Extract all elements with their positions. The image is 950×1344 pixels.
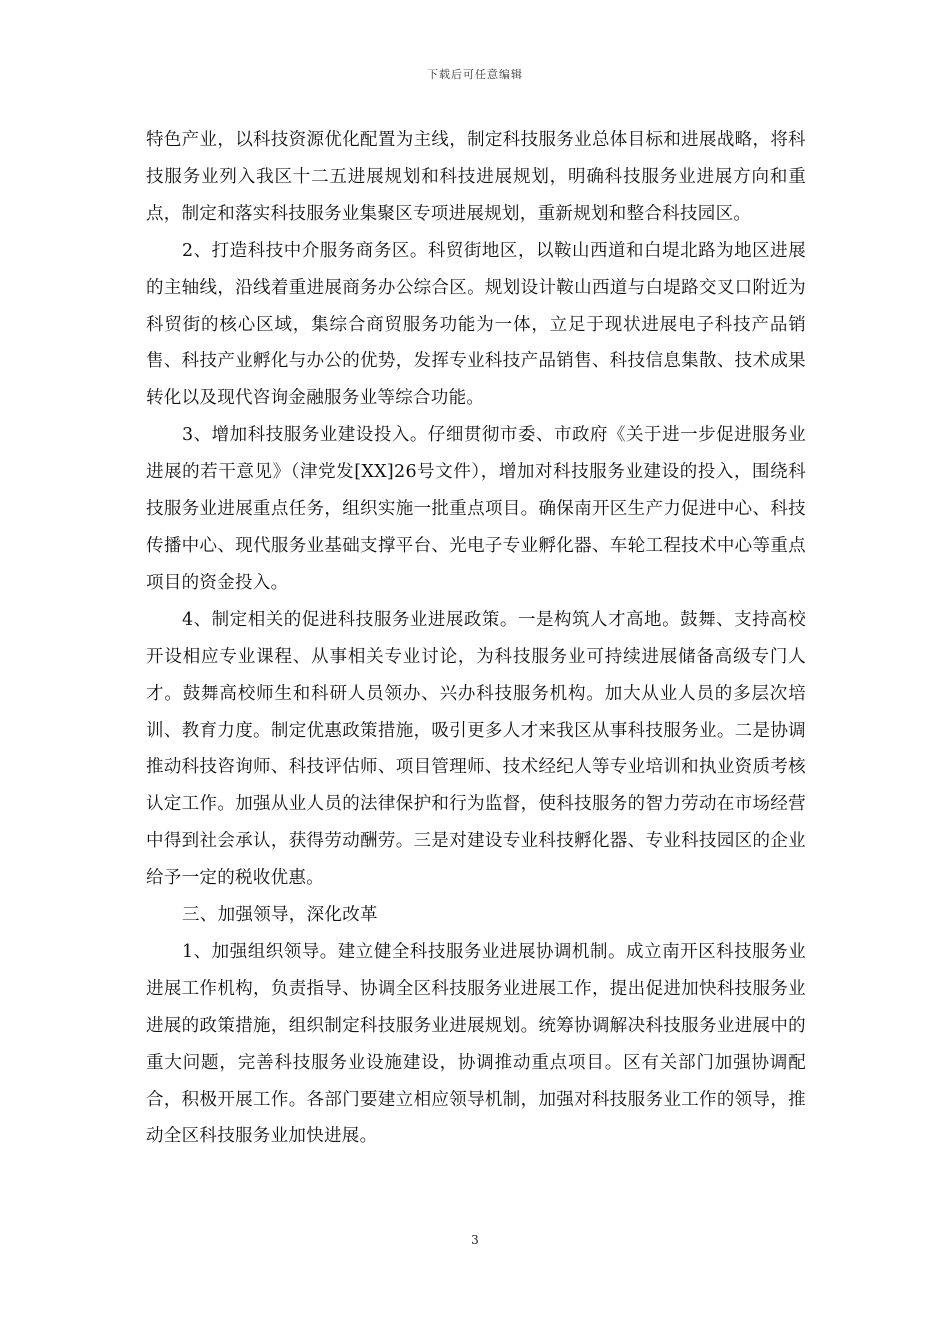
paragraph: 2、打造科技中介服务商务区。科贸街地区，以鞍山西道和白堤北路为地区进展的主轴线，沿线着重进展商务办公综合区。规划设计鞍山西道与白堤路交叉口附近为科贸街的核心区域，集综合商贸服务功能为一体，立足于现状进展电子科技产品销售、科技产业孵化与办公的优势，发挥专业科技产品销售、科技信息集散、技术成果转化以及现代咨询金融服务业等综合功能。 bbox=[146, 240, 806, 409]
paragraph: 4、制定相关的促进科技服务业进展政策。一是构筑人才高地。鼓舞、支持高校开设相应专业课程、从事相关专业讨论，为科技服务业可持续进展储备高级专门人才。鼓舞高校师生和科研人员领办、兴办科技服务机构。加大从业人员的多层次培训、教育力度。制定优惠政策措施，吸引更多人才来我区从事科技服务业。二是协调推动科技咨询师、科技评估师、项目管理师、技术经纪人等专业培训和执业资质考核认定工作。加强从业人员的法律保护和行为监督，使科技服务的智力劳动在市场经营中得到社会承认，获得劳动酬劳。三是对建设专业科技孵化器、专业科技园区的企业给予一定的税收优惠。 bbox=[146, 609, 806, 889]
paragraph: 特色产业，以科技资源优化配置为主线，制定科技服务业总体目标和进展战略，将科技服务业列入我区十二五进展规划和科技进展规划，明确科技服务业进展方向和重点，制定和落实科技服务业集聚区专项进展规划，重新规划和整合科技园区。 bbox=[146, 130, 806, 224]
section-heading: 三、加强领导，深化改革 bbox=[182, 905, 378, 926]
document-body bbox=[146, 122, 806, 1155]
paragraph: 1、加强组织领导。建立健全科技服务业进展协调机制。成立南开区科技服务业进展工作机构，负责指导、协调全区科技服务业进展工作，提出促进加快科技服务业进展的政策措施，组织制定科技服务业进展规划。统筹协调解决科技服务业进展中的重大问题，完善科技服务业设施建设，协调推动重点项目。区有关部门加强协调配合，积极开展工作。各部门要建立相应领导机制，加强对科技服务业工作的领导，推动全区科技服务业加快进展。 bbox=[146, 941, 806, 1147]
page-number: 3 bbox=[471, 1233, 479, 1247]
paragraph: 3、增加科技服务业建设投入。仔细贯彻市委、市政府《关于进一步促进服务业进展的若干意见》（津党发[XX]26号文件），增加对科技服务业建设的投入，围绕科技服务业进展重点任务，组织实施一批重点项目。确保南开区生产力促进中心、科技传播中心、现代服务业基础支撑平台、光电子专业孵化器、车轮工程技术中心等重点项目的资金投入。 bbox=[146, 425, 806, 593]
page-header: 下载后可任意编辑 bbox=[427, 68, 523, 81]
